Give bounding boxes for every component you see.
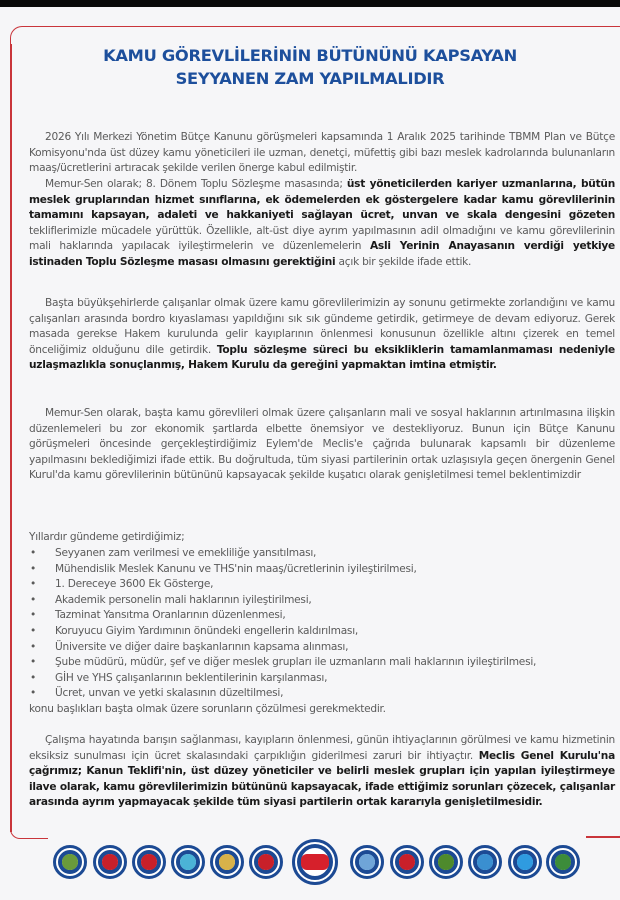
list-item: • Tazminat Yansıtma Oranlarının düzenlenmesi, xyxy=(29,608,615,624)
list-item: • Ücret, unvan ve yetki skalasının düzeltilmesi, xyxy=(29,686,615,702)
bullet-icon: • xyxy=(30,687,36,700)
bullet-icon: • xyxy=(30,671,36,684)
paragraph-3-bold-1: Toplu sözleşme süreci bu eksikliklerin tamamlanmaması nedeniyle uzlaşmazlıkla sonuçlanmış, Hakem Kurulu da gereğini yapmaktan imtina etmiştir. xyxy=(29,343,615,372)
paragraph-3 xyxy=(29,296,615,374)
bullet-icon: • xyxy=(30,578,36,591)
list-item: • Şube müdürü, müdür, şef ve diğer meslek grupları ile uzmanların mali haklarının iyileştirilmesi, xyxy=(29,655,615,671)
list-item: • Akademik personelin mali haklarının iyileştirilmesi, xyxy=(29,593,615,609)
paragraph-2-bold-1: üst yöneticilerden kariyer uzmanlarına, bütün meslek gruplarından hizmet sınıflarına, ek ödemelerden ek göstergelere kadar kamu görevlilerinin tamamını kapsayan, adaleti ve hakkaniyeti sağlayan ücret, unvan ve skala dengesini gözeten xyxy=(29,178,615,222)
ormen-memur-sen-logo-icon xyxy=(546,845,580,879)
title-line-2: SEYYANEN ZAM YAPILMALIDIR xyxy=(175,69,445,88)
memur-sen-logo-icon xyxy=(292,839,338,885)
enerji-bir-sen-logo-icon xyxy=(171,845,205,879)
union-logos-row xyxy=(0,836,620,896)
top-black-bar xyxy=(0,0,620,7)
list-item: • 1. Dereceye 3600 Ek Gösterge, xyxy=(29,577,615,593)
bullet-icon: • xyxy=(30,562,36,575)
bullet-icon: • xyxy=(30,547,36,559)
bullet-icon: • xyxy=(30,624,36,637)
paragraph-1: 2026 Yılı Merkezi Yönetim Bütçe Kanunu görüşmeleri kapsamında 1 Aralık 2025 tarihinde TBMM Plan ve Bütçe Komisyonu'nda üst düzey kamu yöneticileri ile uzman, denetçi, müfettiş gibi bazı meslek kadrolarında bulunanların maaş/ücretlerini artıracak şekilde verilen önerge kabul edilmiştir. xyxy=(29,131,615,175)
list-item: • Koruyucu Giyim Yardımının önündeki engellerin kaldırılması, xyxy=(29,624,615,640)
bullet-icon: • xyxy=(30,593,36,606)
list-closing: konu başlıkları başta olmak üzere sorunların çözülmesi gerekmektedir. xyxy=(29,703,386,715)
buro-memur-sen-logo-icon xyxy=(132,845,166,879)
egitim-birlik-sen-logo-icon xyxy=(53,845,87,879)
diyanet-sen-logo-icon xyxy=(390,845,424,879)
demands-list xyxy=(29,546,615,702)
bem-bir-sen-logo-icon xyxy=(210,845,244,879)
toplu-tasima-sen-logo-icon xyxy=(468,845,502,879)
bullet-icon: • xyxy=(30,640,36,653)
paragraph-4: Memur-Sen olarak, başta kamu görevlileri olmak üzere çalışanların mali ve sosyal haklarının artırılmasına ilişkin düzenlemeleri bu zor ekonomik şartlarda elbette önemsiyor ve destekliyoruz. Bunun için Bütçe Kanunu görüşmeleri öncesinde gerçekleştirdiğimiz Eylem'de Meclis'e çağrıda bulunarak kapsamlı bir düzenleme yapılmasını beklediğimizi ifade ettik. Bu doğrultuda, tüm siyasi partilerinin ortak uzlaşısıyla geçen önergenin Genel Kurul'da kamu görevlilerinin bütününü kapsayacak şekilde kuşatıcı olarak genişletilmesi temel beklentimizdir xyxy=(29,407,615,482)
title-line-1: KAMU GÖREVLİLERİNİN BÜTÜNÜNÜ KAPSAYAN xyxy=(103,46,517,65)
paragraph-2-bold-2: Asli Yerinin Anayasanın verdiği yetkiye istinaden Toplu Sözleşme masası olmasını gerektiğini xyxy=(29,240,615,268)
egitim-bir-sen-logo-icon xyxy=(249,845,283,879)
list-item: • Mühendislik Meslek Kanunu ve THS'nin maaş/ücretlerinin iyileştirilmesi, xyxy=(29,562,615,578)
paragraph-2-text-1: Memur-Sen olarak; 8. Dönem Toplu Sözleşme masasında; xyxy=(45,178,347,190)
paragraph-2 xyxy=(29,177,615,271)
paragraph-2-text-2: tekliflerimizle mücadele yürüttük. Özellikle, alt-üst diye ayrım yapılmasının adil olmadığını ve kamu görevlilerinin mali haklarında yapılacak iyileştirmelerin ve düzenlemelerin xyxy=(29,224,615,253)
paragraph-3-text-1: Başta büyükşehirlerde çalışanlar olmak üzere kamu görevlilerimizin ay sonunu getirmekte zorlandığını ve kamu çalışanları arasında bordro kıyaslaması yapıldığını sık sık gündeme getirdik, getirmeye de devam ediyoruz. Gerek masada gerekse Hakem kurulunda gelir kayıplarının önlenmesi konusunun özellikle altını çizerek en temel önceliğimiz olduğunu dile getirdik. xyxy=(29,297,615,356)
frame-border-top xyxy=(10,26,620,46)
saglik-hizmet-sen-logo-icon xyxy=(93,845,127,879)
paragraph-5-text-1: Çalışma hayatında barışın sağlanması, kayıpların önlenmesi, günün ihtiyaçlarının görülmesi ve kamu hizmetinin eksiksiz sunulması için ücret skalasındaki çarpıklığın giderilmesi zaruri bir ihtiyaçtır. xyxy=(29,734,615,762)
tuc-bir-sen-logo-icon xyxy=(429,845,463,879)
paragraph-2-text-3: açık bir şekilde ifade ettik. xyxy=(335,255,472,268)
saglik-sen-logo-icon xyxy=(350,845,384,879)
list-item: • Üniversite ve diğer daire başkanlarının kapsama alınması, xyxy=(29,640,615,656)
bullet-icon: • xyxy=(30,609,36,622)
list-item: • Seyyanen zam verilmesi ve emekliliğe yansıtılması, xyxy=(29,546,615,562)
list-lead: Yıllardır gündeme getirdiğimiz; xyxy=(29,531,185,543)
paragraph-5 xyxy=(29,733,615,811)
page-title xyxy=(0,44,620,90)
ulastirma-memur-sen-logo-icon xyxy=(508,845,542,879)
frame-border-left xyxy=(10,44,12,832)
bullet-icon: • xyxy=(30,656,36,669)
paragraph-5-bold-1: Meclis Genel Kurulu'na çağrımız; Kanun Teklifi'nin, üst düzey yöneticiler ve belirli meslek grupları için yapılan iyileştirmeye ilave olarak, kamu görevlilerimizin bütününü kapsayacak, ifade ettiğimiz sorunları çözecek, çalışanlar arasında ayrım yapmayacak şekilde tüm siyasi partilerin ortak kararıyla genişletilmesidir. xyxy=(29,749,615,809)
list-item: • GİH ve YHS çalışanlarının beklentilerinin karşılanması, xyxy=(29,671,615,687)
